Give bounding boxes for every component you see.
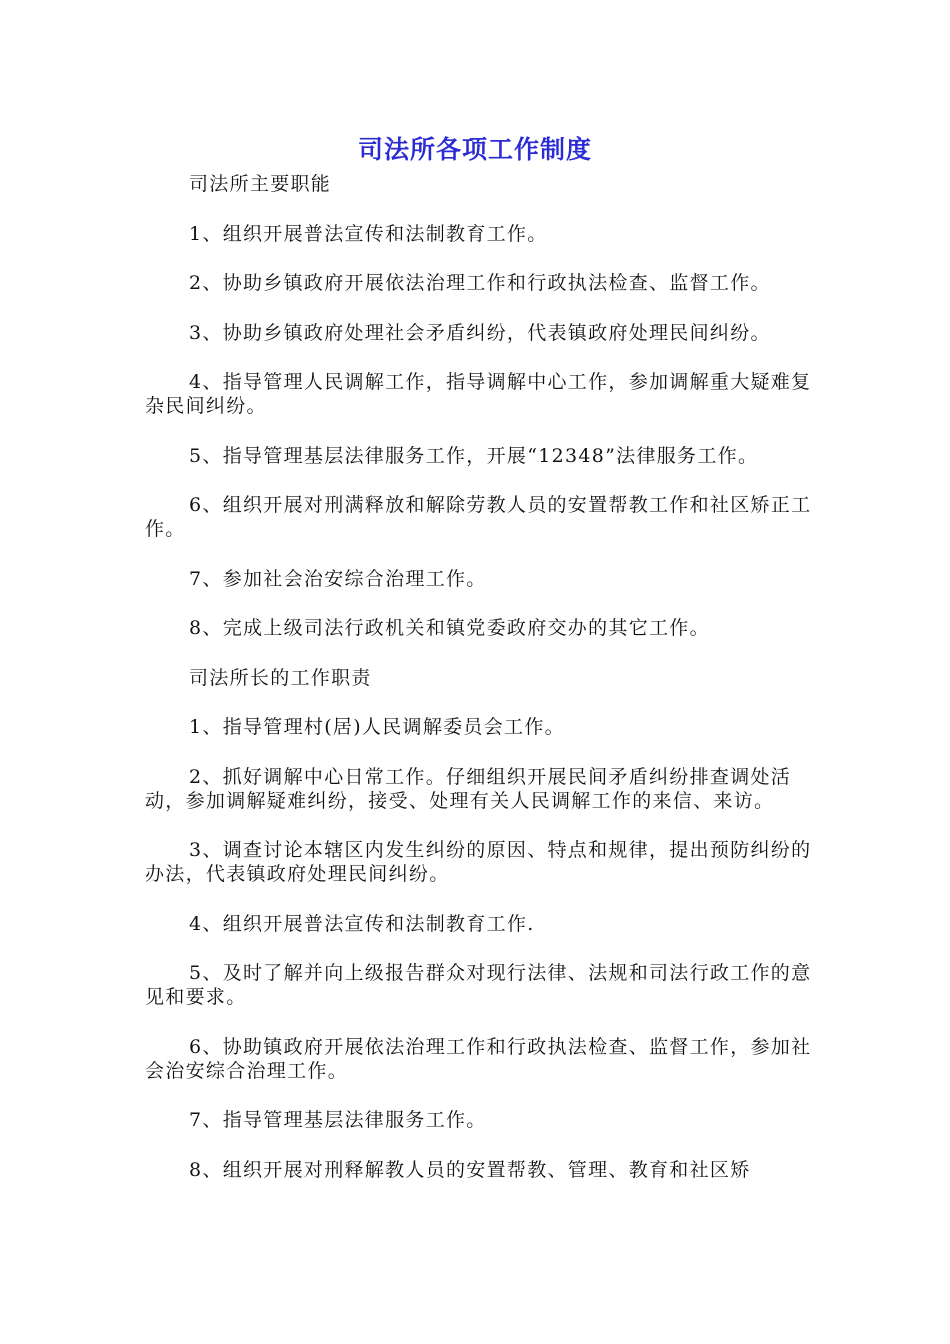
- function-item-3: 3、协助乡镇政府处理社会矛盾纠纷，代表镇政府处理民间纠纷。: [189, 321, 771, 344]
- document-body: [145, 172, 825, 1207]
- duty-item-3: 3、调查讨论本辖区内发生纠纷的原因、特点和规律，提出预防纠纷的办法，代表镇政府处理民间纠纷。: [145, 839, 812, 885]
- function-item-6: 6、组织开展对刑满释放和解除劳教人员的安置帮教工作和社区矫正工作。: [145, 494, 812, 540]
- section-heading-main-functions: 司法所主要职能: [189, 173, 332, 195]
- duty-item-7: 7、指导管理基层法律服务工作。: [189, 1109, 487, 1131]
- duty-item-4: 4、组织开展普法宣传和法制教育工作.: [189, 912, 535, 935]
- document-title: 司法所各项工作制度: [357, 135, 592, 164]
- function-item-8: 8、完成上级司法行政机关和镇党委政府交办的其它工作。: [189, 617, 710, 639]
- duty-item-1: 1、指导管理村(居)人民调解委员会工作。: [189, 716, 565, 738]
- section-heading-director-duties: 司法所长的工作职责: [189, 666, 372, 689]
- function-item-4: 4、指导管理人民调解工作，指导调解中心工作，参加调解重大疑难复杂民间纠纷。: [145, 371, 812, 417]
- duty-item-5: 5、及时了解并向上级报告群众对现行法律、法规和司法行政工作的意见和要求。: [145, 962, 812, 1008]
- function-item-5: 5、指导管理基层法律服务工作，开展“12348”法律服务工作。: [189, 444, 759, 467]
- function-item-1: 1、组织开展普法宣传和法制教育工作。: [189, 222, 548, 245]
- function-item-2: 2、协助乡镇政府开展依法治理工作和行政执法检查、监督工作。: [189, 272, 771, 294]
- function-item-7: 7、参加社会治安综合治理工作。: [189, 567, 487, 590]
- duty-item-2: 2、抓好调解中心日常工作。仔细组织开展民间矛盾纠纷排查调处活动，参加调解疑难纠纷，接受、处理有关人民调解工作的来信、来访。: [145, 765, 792, 812]
- duty-item-8: 8、组织开展对刑释解教人员的安置帮教、管理、教育和社区矫: [189, 1158, 751, 1181]
- duty-item-6: 6、协助镇政府开展依法治理工作和行政执法检查、监督工作，参加社会治安综合治理工作。: [145, 1035, 812, 1082]
